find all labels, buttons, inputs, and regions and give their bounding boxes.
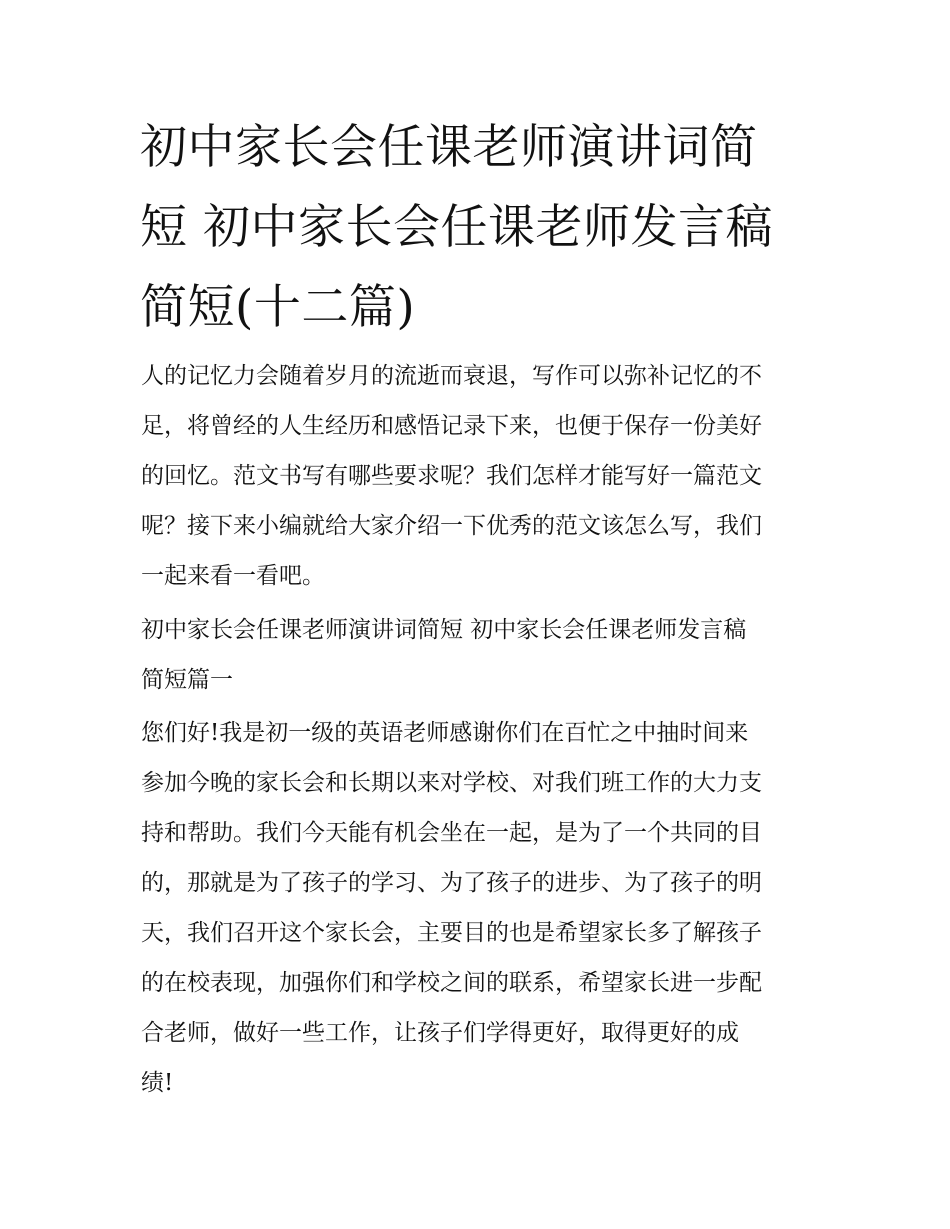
- heading-line: 初中家长会任课老师演讲词简短 初中家长会任课老师发言稿: [141, 617, 747, 643]
- paragraph-line: 合老师，做好一些工作，让孩子们学得更好，取得更好的成: [141, 1020, 739, 1046]
- paragraph-line: 的，那就是为了孩子的学习、为了孩子的进步、为了孩子的明: [141, 870, 762, 896]
- document-title: [140, 108, 820, 348]
- paragraph-line: 的回忆。范文书写有哪些要求呢？我们怎样才能写好一篇范文: [141, 463, 762, 489]
- title-line: 初中家长会任课老师演讲词简: [140, 120, 758, 175]
- paragraph-line: 参加今晚的家长会和长期以来对学校、对我们班工作的大力支: [141, 770, 762, 796]
- paragraph-line: 人的记忆力会随着岁月的流逝而衰退，写作可以弥补记忆的不: [141, 363, 762, 389]
- paragraph-line: 呢？接下来小编就给大家介绍一下优秀的范文该怎么写，我们: [141, 513, 762, 539]
- section-body-paragraph: [141, 708, 821, 1108]
- title-line: 简短(十二篇): [140, 280, 416, 335]
- paragraph-line: 您们好!我是初一级的英语老师感谢你们在百忙之中抽时间来: [141, 720, 749, 746]
- paragraph-line: 的在校表现，加强你们和学校之间的联系，希望家长进一步配: [141, 970, 762, 996]
- paragraph-line: 绩!: [141, 1070, 174, 1096]
- paragraph-line: 一起来看一看吧。: [141, 563, 325, 589]
- paragraph-line: 持和帮助。我们今天能有机会坐在一起，是为了一个共同的目: [141, 820, 762, 846]
- paragraph-line: 足，将曾经的人生经历和感悟记录下来，也便于保存一份美好: [141, 413, 762, 439]
- title-line: 短 初中家长会任课老师发言稿: [140, 200, 773, 255]
- paragraph-line: 天，我们召开这个家长会，主要目的也是希望家长多了解孩子: [141, 920, 762, 946]
- section-heading: [141, 605, 821, 705]
- heading-line: 简短篇一: [141, 667, 233, 693]
- intro-paragraph: [141, 351, 821, 601]
